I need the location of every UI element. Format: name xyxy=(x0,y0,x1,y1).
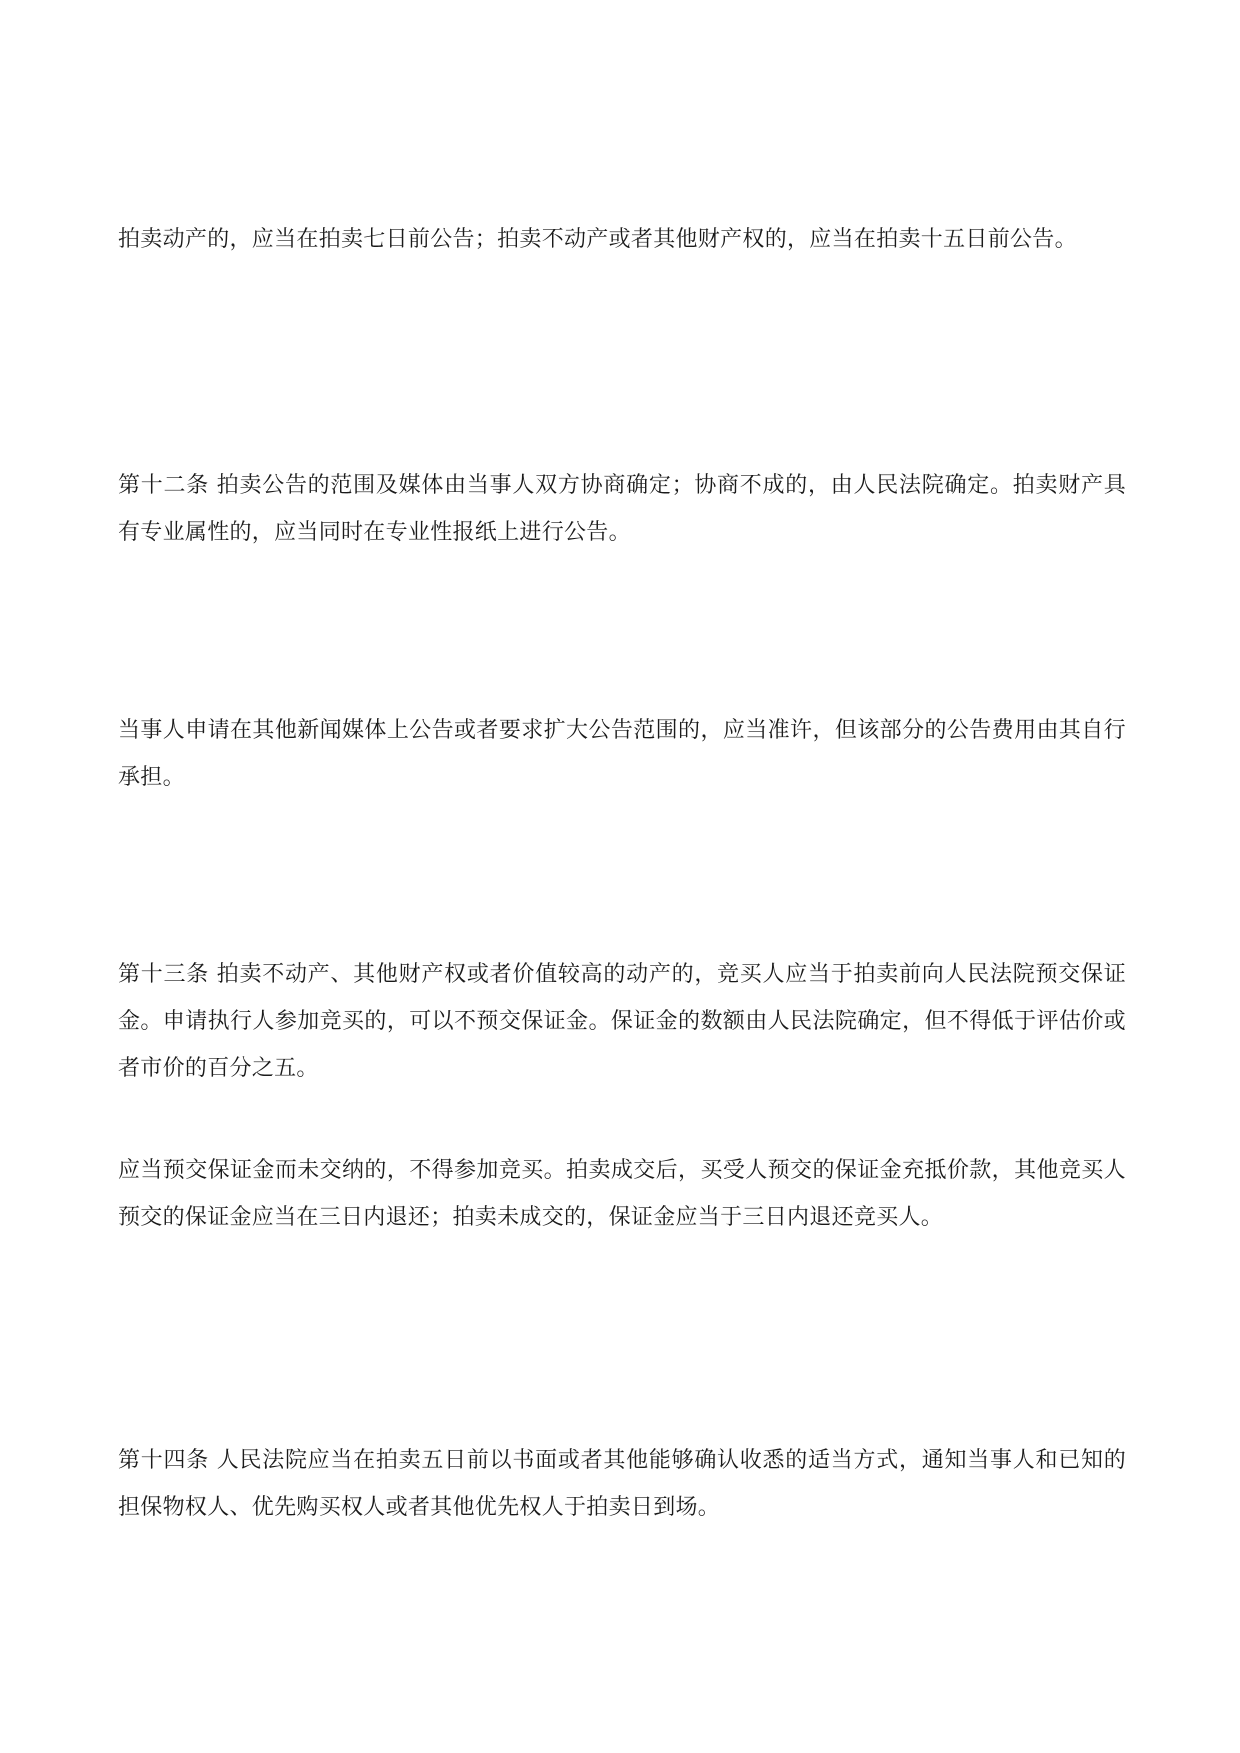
paragraph-article-13: 第十三条 拍卖不动产、其他财产权或者价值较高的动产的，竞买人应当于拍卖前向人民法院预交保证金。申请执行人参加竞买的，可以不预交保证金。保证金的数额由人民法院确定，但不得低于评估价或者市价的百分之五。 xyxy=(118,962,1126,1081)
paragraph-article-12: 第十二条 拍卖公告的范围及媒体由当事人双方协商确定；协商不成的，由人民法院确定。拍卖财产具有专业属性的，应当同时在专业性报纸上进行公告。 xyxy=(118,473,1126,545)
paragraph-auction-movable-notice: 拍卖动产的，应当在拍卖七日前公告；拍卖不动产或者其他财产权的，应当在拍卖十五日前公告。 xyxy=(118,227,1077,252)
paragraph-deposit-refund: 应当预交保证金而未交纳的，不得参加竞买。拍卖成交后，买受人预交的保证金充抵价款，其他竞买人预交的保证金应当在三日内退还；拍卖未成交的，保证金应当于三日内退还竞买人。 xyxy=(118,1158,1126,1230)
paragraph-article-14: 第十四条 人民法院应当在拍卖五日前以书面或者其他能够确认收悉的适当方式，通知当事人和已知的担保物权人、优先购买权人或者其他优先权人于拍卖日到场。 xyxy=(118,1448,1126,1520)
paragraph-expanded-notice-cost: 当事人申请在其他新闻媒体上公告或者要求扩大公告范围的，应当准许，但该部分的公告费用由其自行承担。 xyxy=(118,718,1126,790)
